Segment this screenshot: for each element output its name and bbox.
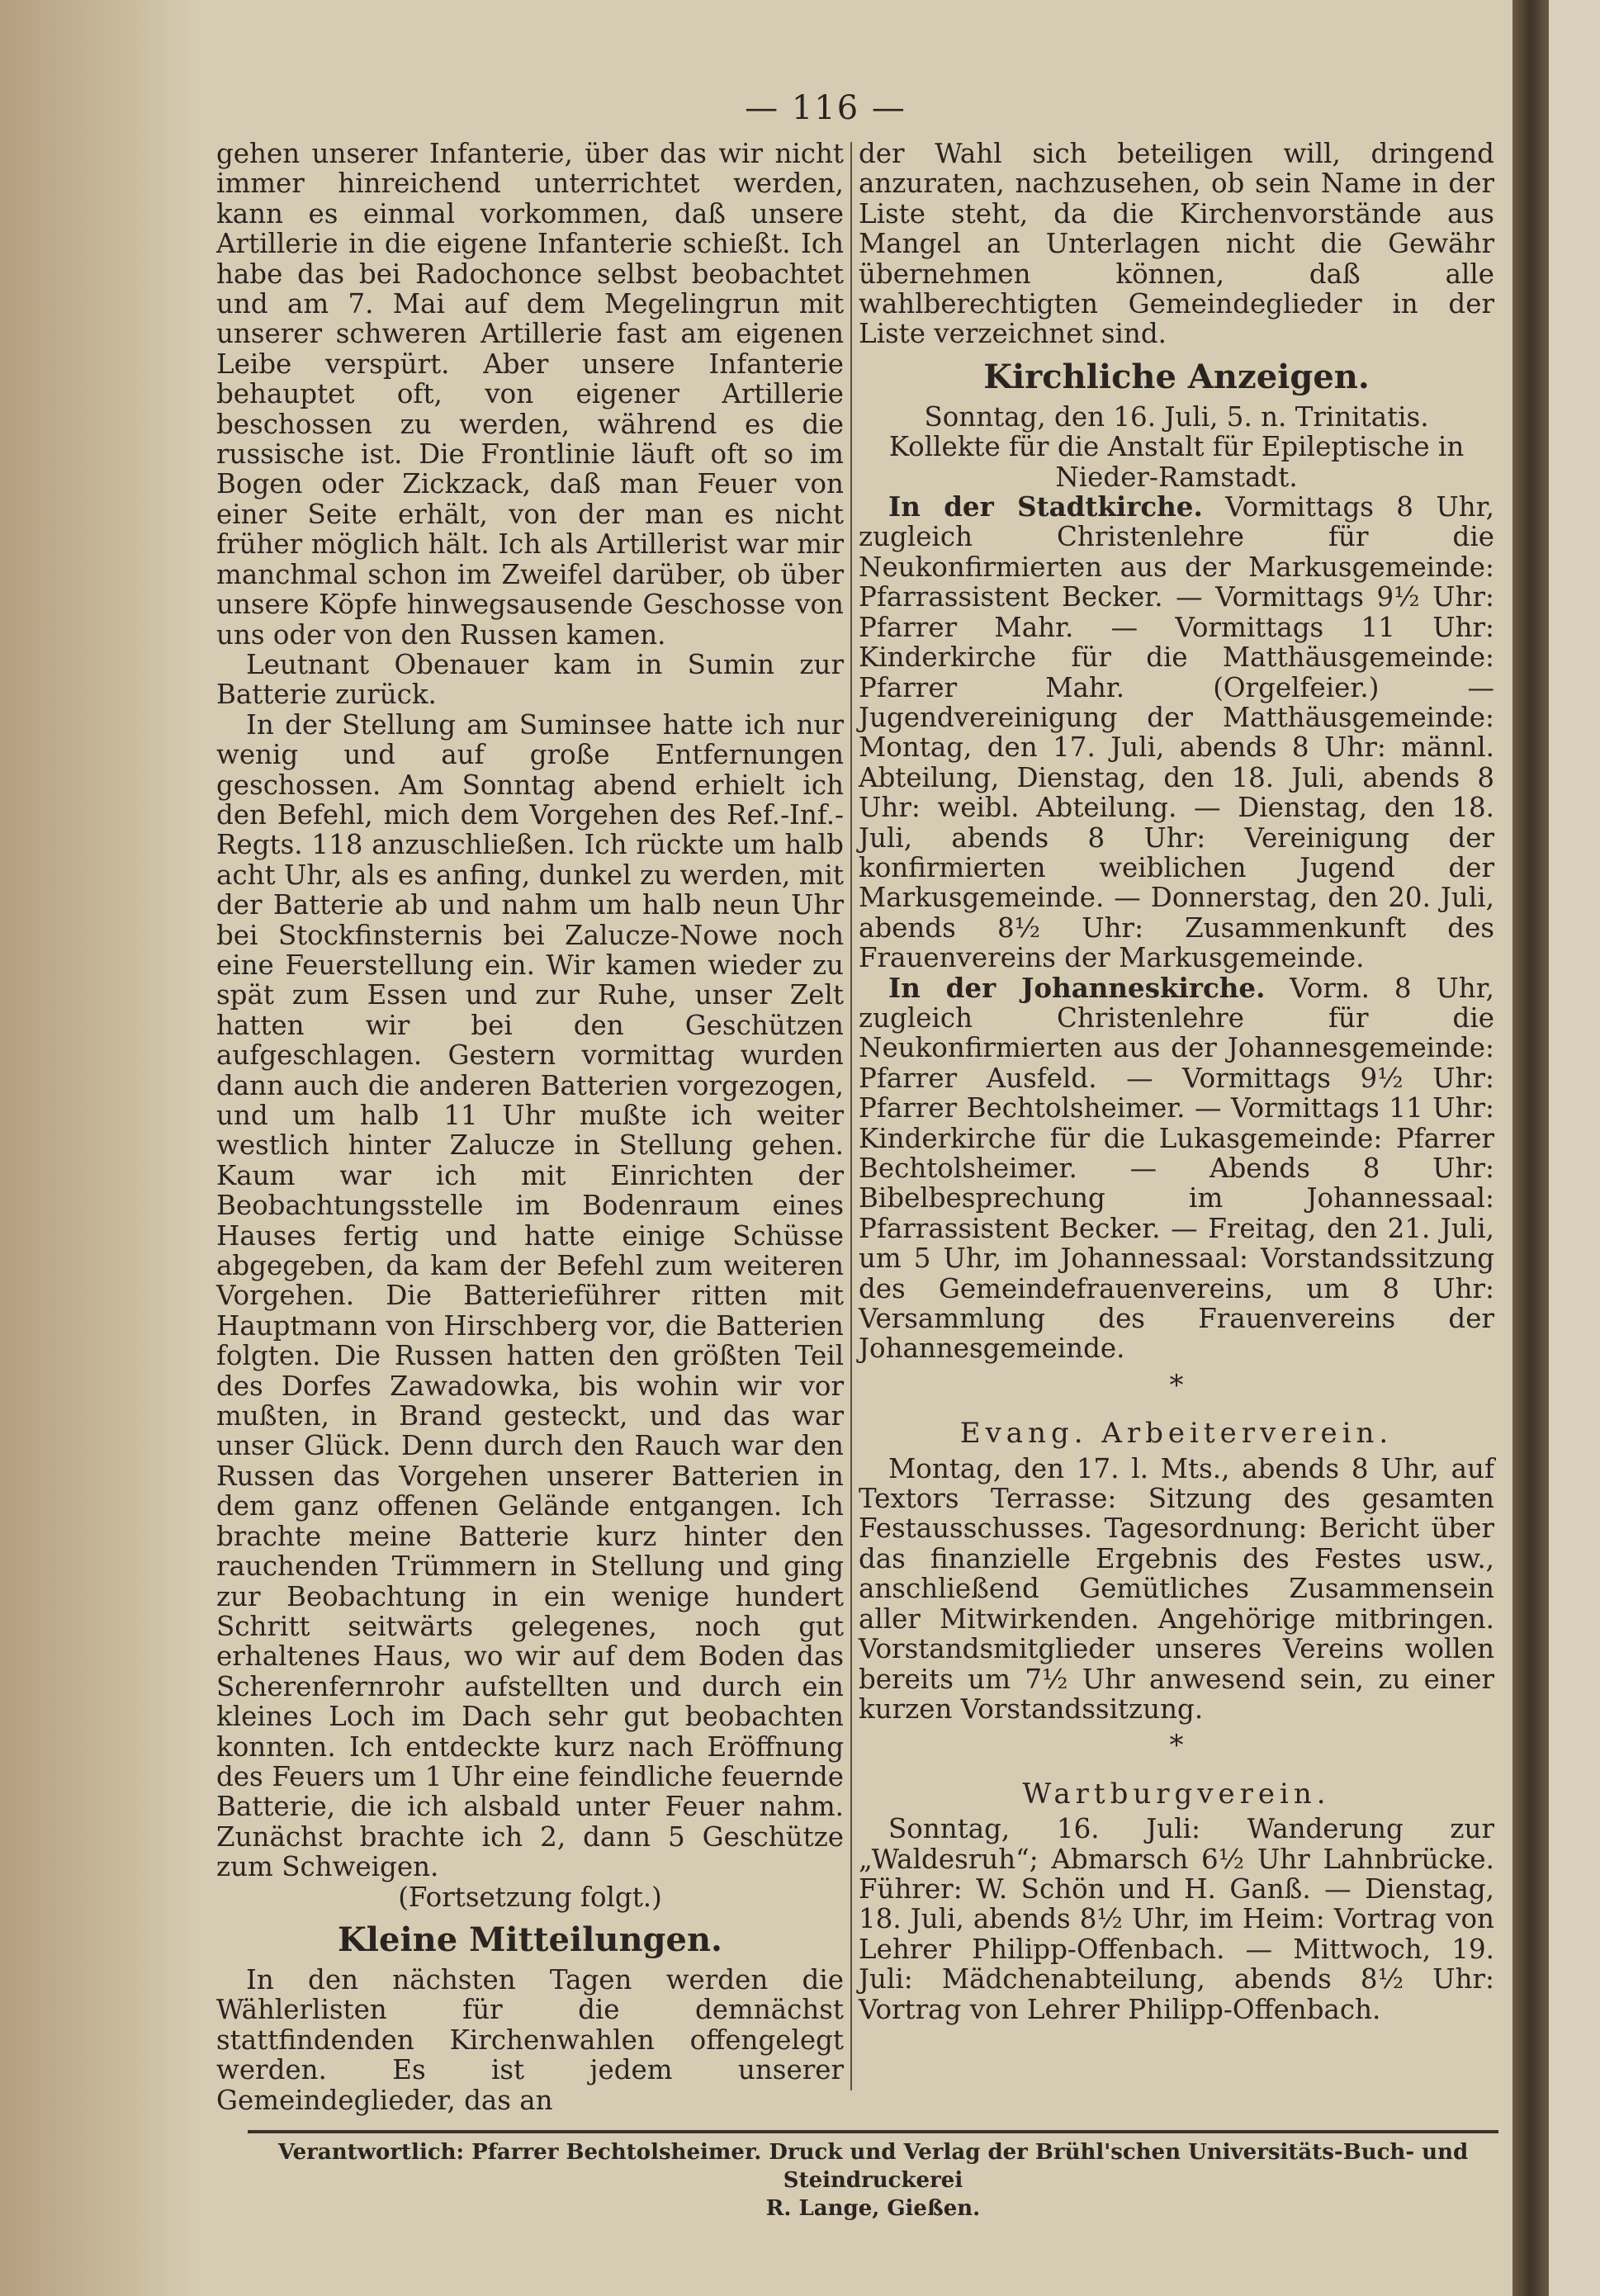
separator-star: * (1169, 1368, 1184, 1402)
date-line: Sonntag, den 16. Juli, 5. n. Trinitatis. (924, 400, 1429, 433)
continuation-note: (Fortsetzung folgt.) (398, 1881, 662, 1913)
next-page-edge (1549, 0, 1600, 2296)
article-paragraph: gehen unserer Infanterie, über das wir nicht immer hinreichend unterrichtet werden, kann es einmal vorkommen, daß unsere Artillerie in die eigene Infanterie schießt. Ich habe das bei Radochonce selbst beobachtet und am 7. Mai auf dem Megelingrun mit unserer schweren Artillerie fast am eigenen Leibe verspürt. Aber unsere Infanterie behauptet oft, von eigener Artillerie beschossen zu werden, während es die russische ist. Die Frontlinie läuft oft so im Bogen oder Zickzack, daß man Feuer von einer Seite erhält, von der man es nicht früher möglich hält. Ich als Artillerist war mir manchmal schon im Zweifel darüber, ob über unsere Köpfe hinwegsausende Geschosse von uns oder von den Russen kamen. (216, 138, 844, 651)
announcement-text: Vormittags 8 Uhr, zugleich Christenlehre für die Neukonfirmierten aus der Markusgemeinde: Pfarrassistent Becker. — Vormittags 9½ Uhr: Pfarrer Mahr. — Vormittags 11 Uhr: Kinderkirche für die Matthäusgemeinde: Pfarrer Mahr. (Orgelfeier.) — Jugendvereinigung der Matthäusgemeinde: Montag, den 17. Juli, abends 8 Uhr: männl. Abteilung, Dienstag, den 18. Juli, abends 8 Uhr: weibl. Abteilung. — Dienstag, den 18. Juli, abends 8 Uhr: Vereinigung der konfirmierten weiblichen Jugend der Markusgemeinde. — Donnerstag, den 20. Juli, abends 8½ Uhr: Zusammenkunft des Frauenvereins der Markusgemeinde. (859, 491, 1494, 974)
section-heading: Kirchliche Anzeigen. (983, 357, 1370, 396)
footer-rule (248, 2130, 1498, 2133)
article-paragraph: In der Stellung am Suminsee hatte ich nur wenig und auf große Entfernungen geschossen. Am Sonntag abend erhielt ich den Befehl, mich dem Vorgehen des Ref.-Inf.-Regts. 118 anzuschließen. Ich rückte um halb acht Uhr, als es anfing, dunkel zu werden, mit der Batterie ab und nahm um halb neun Uhr bei Stockfinsternis bei Zalucze-Nowe noch eine Feuerstellung ein. Wir kamen wieder zu spät zum Essen und zur Ruhe, unser Zelt hatten wir bei den Geschützen aufgeschlagen. Gestern vormittag wurden dann auch die anderen Batterien vorgezogen, und um halb 11 Uhr mußte ich weiter westlich hinter Zalucze in Stellung gehen. Kaum war ich mit Einrichten der Beobachtungsstelle im Bodenraum eines Hauses fertig und hatte einige Schüsse abgegeben, da kam der Befehl zum weiteren Vorgehen. Die Batterieführer ritten mit Hauptmann von Hirschberg vor, die Batterien folgten. Die Russen hatten den größten Teil des Dorfes Zawadowka, bis wohin wir vor mußten, in Brand gesteckt, und das war unser Glück. Denn durch den Rauch war den Russen das Vorgehen unserer Batterien in dem ganz offenen Gelände entgangen. Ich brachte meine Batterie kurz hinter den rauchenden Trümmern in Stellung und ging zur Beobachtung in ein wenige hundert Schritt seitwärts gelegenes, noch gut erhaltenes Haus, wo wir auf dem Boden das Scherenfernrohr aufstellten und durch ein kleines Loch im Dach sehr gut beobachten konnten. Ich entdeckte kurz nach Eröffnung des Feuers um 1 Uhr eine feindliche feuernde Batterie, die ich alsbald unter Feuer nahm. Zunächst brachte ich 2, dann 5 Geschütze zum Schweigen. (216, 708, 844, 1883)
imprint-line: Verantwortlich: Pfarrer Bechtolsheimer. Druck und Verlag der Brühl'schen Universitäts-Buch- und Steindruckerei (277, 2140, 1469, 2193)
announcement-lead: In der Johanneskirche. (888, 971, 1266, 1004)
subsection-title: Wartburgverein. (1022, 1777, 1331, 1811)
page-shadow (0, 0, 198, 2296)
column-divider (850, 142, 852, 2090)
left-column (216, 139, 844, 2115)
article-paragraph: der Wahl sich beteiligen will, dringend anzuraten, nachzusehen, ob sein Name in der Liste steht, da die Kirchenvorstände aus Mangel an Unterlagen nicht die Gewähr übernehmen können, daß alle wahlberechtigten Gemeindeglieder in der Liste verzeichnet sind. (859, 138, 1494, 350)
subsection-title: Evang. Arbeiterverein. (959, 1417, 1394, 1451)
imprint (248, 2138, 1498, 2223)
announcement-stadtkirche (859, 492, 1494, 973)
announcement-johanneskirche (859, 973, 1494, 1364)
page-number: — 116 — (745, 89, 907, 127)
right-column (859, 139, 1494, 2024)
book-binding (1512, 0, 1549, 2296)
announcement-text: Vorm. 8 Uhr, zugleich Christenlehre für die Neukonfirmierten aus der Johannesgemeinde: Pfarrer Ausfeld. — Vormittags 9½ Uhr: Pfarrer Bechtolsheimer. — Vormittags 11 Uhr: Kinderkirche für die Lukasgemeinde: Pfarrer Bechtolsheimer. — Abends 8 Uhr: Bibelbesprechung im Johannessaal: Pfarrassistent Becker. — Freitag, den 21. Juli, um 5 Uhr, im Johannessaal: Vorstandssitzung des Gemeindefrauenvereins, um 8 Uhr: Versammlung des Frauenvereins der Johannesgemeinde. (859, 972, 1494, 1365)
announcement-lead: In der Stadtkirche. (888, 490, 1203, 523)
article-paragraph: In den nächsten Tagen werden die Wählerlisten für die demnächst stattfindenden Kirchenwahlen offengelegt werden. Es ist jedem unserer Gemeindeglieder, das an (216, 1963, 844, 2116)
separator-star: * (1169, 1729, 1184, 1763)
announcement-text: Montag, den 17. l. Mts., abends 8 Uhr, auf Textors Terrasse: Sitzung des gesamten Festausschusses. Tagesordnung: Bericht über das finanzielle Ergebnis des Festes usw., anschließend Gemütliches Zusammensein aller Mitwirkenden. Angehörige mitbringen. Vorstandsmitglieder unseres Vereins wollen bereits um 7½ Uhr anwesend sein, zu einer kurzen Vorstandssitzung. (859, 1452, 1494, 1725)
announcement-text: Sonntag, 16. Juli: Wanderung zur „Waldesruh“; Abmarsch 6½ Uhr Lahnbrücke. Führer: W. Schön und H. Ganß. — Dienstag, 18. Juli, abends 8½ Uhr, im Heim: Vortrag von Lehrer Philipp-Offenbach. — Mittwoch, 19. Juli: Mädchenabteilung, abends 8½ Uhr: Vortrag von Lehrer Philipp-Offenbach. (859, 1813, 1494, 2025)
article-paragraph: Leutnant Obenauer kam in Sumin zur Batterie zurück. (216, 648, 844, 711)
collection-note: Kollekte für die Anstalt für Epileptische in Nieder-Ramstadt. (888, 431, 1465, 493)
section-heading: Kleine Mitteilungen. (338, 1920, 722, 1959)
imprint-line: R. Lange, Gießen. (765, 2196, 981, 2221)
